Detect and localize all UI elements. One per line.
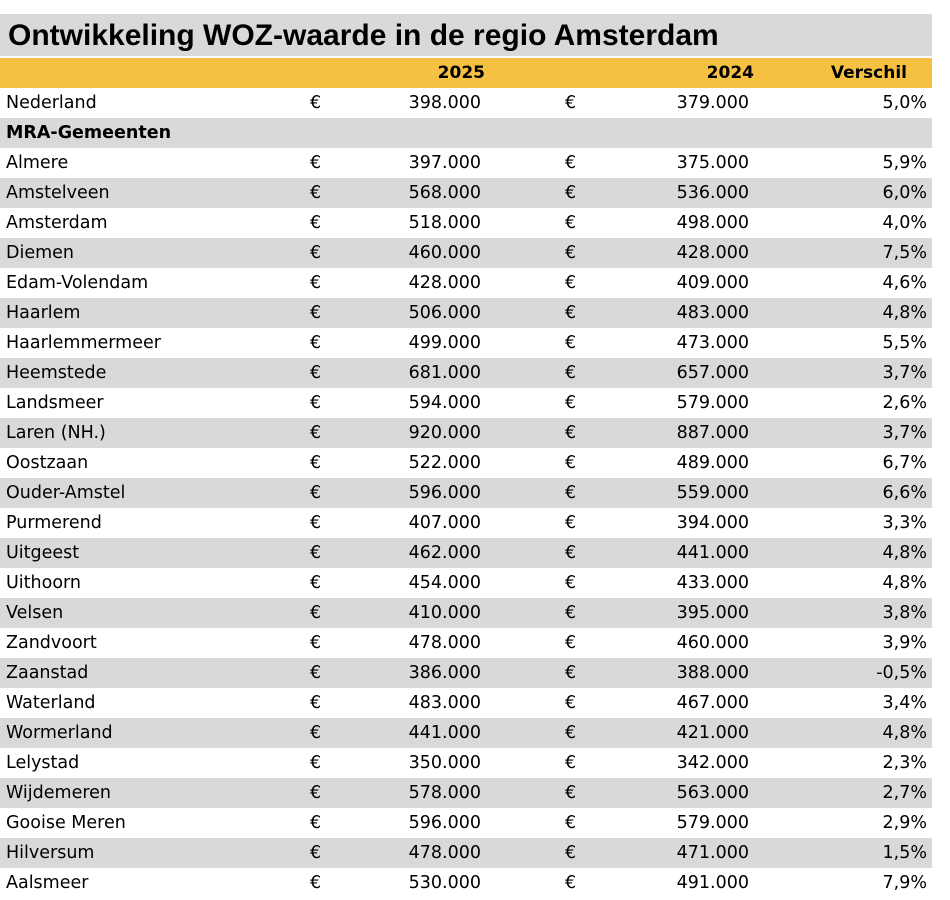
row-name: Diemen [6,243,75,263]
currency-symbol-2024: € [565,453,577,473]
row-name: Zandvoort [6,633,97,653]
header-2024: 2024 [706,63,754,83]
table-row [0,508,932,538]
row-name: Heemstede [6,363,107,383]
value-2025: 506.000 [408,303,481,323]
value-2024: 342.000 [676,753,749,773]
table-row [0,358,932,388]
currency-symbol-2024: € [565,603,577,623]
currency-symbol-2025: € [310,333,322,353]
currency-symbol-2025: € [310,363,322,383]
currency-symbol-2025: € [310,813,322,833]
value-2024: 409.000 [676,273,749,293]
currency-symbol-2025: € [310,663,322,683]
value-2025: 596.000 [408,813,481,833]
currency-symbol-2025: € [310,93,322,113]
row-name: Haarlem [6,303,81,323]
value-verschil: 5,5% [882,333,927,353]
value-verschil: 2,6% [882,393,927,413]
value-2025: 578.000 [408,783,481,803]
value-2025: 530.000 [408,873,481,893]
currency-symbol-2025: € [310,273,322,293]
currency-symbol-2024: € [565,873,577,893]
value-2024: 536.000 [676,183,749,203]
value-2024: 467.000 [676,693,749,713]
table-row [0,88,932,118]
value-2025: 522.000 [408,453,481,473]
row-name: Waterland [6,693,96,713]
value-verschil: 2,7% [882,783,927,803]
currency-symbol-2024: € [565,393,577,413]
table-row [0,628,932,658]
table-row [0,718,932,748]
title-bar [0,14,932,56]
currency-symbol-2024: € [565,303,577,323]
currency-symbol-2024: € [565,783,577,803]
value-verschil: 4,0% [882,213,927,233]
value-verschil: 6,6% [882,483,927,503]
value-2024: 498.000 [676,213,749,233]
row-name: Edam-Volendam [6,273,149,293]
table-row [0,598,932,628]
value-verschil: -0,5% [876,663,927,683]
value-2025: 478.000 [408,843,481,863]
value-2024: 563.000 [676,783,749,803]
row-name: Gooise Meren [6,813,126,833]
row-name: Wormerland [6,723,113,743]
row-name: MRA-Gemeenten [6,123,172,143]
row-name: Nederland [6,93,97,113]
value-2025: 410.000 [408,603,481,623]
currency-symbol-2024: € [565,663,577,683]
value-2024: 483.000 [676,303,749,323]
value-verschil: 5,0% [882,93,927,113]
value-2024: 395.000 [676,603,749,623]
row-name: Uithoorn [6,573,82,593]
value-2024: 421.000 [676,723,749,743]
value-2025: 398.000 [408,93,481,113]
table-row [0,298,932,328]
currency-symbol-2025: € [310,633,322,653]
page-title: Ontwikkeling WOZ-waarde in de regio Amsterdam [8,19,719,52]
value-2024: 394.000 [676,513,749,533]
currency-symbol-2024: € [565,423,577,443]
currency-symbol-2025: € [310,423,322,443]
table-row [0,208,932,238]
currency-symbol-2024: € [565,573,577,593]
value-2024: 657.000 [676,363,749,383]
value-2025: 397.000 [408,153,481,173]
currency-symbol-2025: € [310,843,322,863]
currency-symbol-2025: € [310,573,322,593]
value-2025: 441.000 [408,723,481,743]
value-2024: 887.000 [676,423,749,443]
section-header-row [0,118,932,148]
currency-symbol-2025: € [310,753,322,773]
currency-symbol-2024: € [565,693,577,713]
value-verschil: 1,5% [882,843,927,863]
header-verschil: Verschil [830,63,907,83]
table-row [0,418,932,448]
value-verschil: 4,6% [882,273,927,293]
value-2025: 483.000 [408,693,481,713]
currency-symbol-2024: € [565,333,577,353]
value-2024: 379.000 [676,93,749,113]
table-row [0,178,932,208]
value-verschil: 3,7% [882,363,927,383]
currency-symbol-2024: € [565,243,577,263]
currency-symbol-2024: € [565,723,577,743]
value-2025: 596.000 [408,483,481,503]
currency-symbol-2024: € [565,273,577,293]
row-name: Almere [6,153,69,173]
value-2025: 499.000 [408,333,481,353]
value-verschil: 2,9% [882,813,927,833]
currency-symbol-2025: € [310,873,322,893]
table-row [0,328,932,358]
value-verschil: 4,8% [882,543,927,563]
value-2024: 559.000 [676,483,749,503]
row-name: Hilversum [6,843,95,863]
currency-symbol-2025: € [310,783,322,803]
currency-symbol-2025: € [310,393,322,413]
value-verschil: 6,7% [882,453,927,473]
value-verschil: 4,8% [882,573,927,593]
value-2024: 375.000 [676,153,749,173]
currency-symbol-2025: € [310,483,322,503]
value-2024: 471.000 [676,843,749,863]
value-verschil: 2,3% [882,753,927,773]
row-name: Lelystad [6,753,80,773]
table-row [0,238,932,268]
value-2025: 428.000 [408,273,481,293]
table-row [0,778,932,808]
currency-symbol-2025: € [310,183,322,203]
currency-symbol-2025: € [310,723,322,743]
table-row [0,538,932,568]
currency-symbol-2024: € [565,483,577,503]
value-verschil: 4,8% [882,303,927,323]
table-row [0,748,932,778]
value-verschil: 6,0% [882,183,927,203]
table-row [0,148,932,178]
value-2025: 594.000 [408,393,481,413]
row-name: Laren (NH.) [6,423,106,443]
table-row [0,688,932,718]
value-2024: 460.000 [676,633,749,653]
row-name: Aalsmeer [6,873,89,893]
currency-symbol-2024: € [565,153,577,173]
currency-symbol-2025: € [310,453,322,473]
value-verschil: 4,8% [882,723,927,743]
value-2025: 568.000 [408,183,481,203]
currency-symbol-2025: € [310,543,322,563]
row-name: Haarlemmermeer [6,333,161,353]
row-name: Amsterdam [6,213,108,233]
currency-symbol-2024: € [565,633,577,653]
currency-symbol-2025: € [310,603,322,623]
value-2025: 350.000 [408,753,481,773]
row-name: Landsmeer [6,393,104,413]
row-name: Amstelveen [6,183,110,203]
value-2025: 462.000 [408,543,481,563]
row-name: Wijdemeren [6,783,111,803]
currency-symbol-2024: € [565,753,577,773]
value-2025: 518.000 [408,213,481,233]
table-body [0,88,932,898]
value-verschil: 7,9% [882,873,927,893]
value-2024: 441.000 [676,543,749,563]
currency-symbol-2025: € [310,693,322,713]
value-2025: 407.000 [408,513,481,533]
table-row [0,808,932,838]
value-verschil: 3,3% [882,513,927,533]
table-row [0,388,932,418]
value-2024: 491.000 [676,873,749,893]
row-name: Velsen [6,603,64,623]
value-verschil: 7,5% [882,243,927,263]
value-2024: 433.000 [676,573,749,593]
value-2024: 473.000 [676,333,749,353]
value-verschil: 3,4% [882,693,927,713]
currency-symbol-2024: € [565,363,577,383]
header-2025: 2025 [437,63,485,83]
currency-symbol-2025: € [310,303,322,323]
currency-symbol-2024: € [565,843,577,863]
value-2024: 579.000 [676,393,749,413]
row-name: Uitgeest [6,543,80,563]
value-2025: 454.000 [408,573,481,593]
value-2025: 681.000 [408,363,481,383]
value-2025: 920.000 [408,423,481,443]
value-verschil: 3,7% [882,423,927,443]
value-2024: 428.000 [676,243,749,263]
value-2025: 386.000 [408,663,481,683]
value-verschil: 3,8% [882,603,927,623]
value-verschil: 5,9% [882,153,927,173]
value-2025: 478.000 [408,633,481,653]
table-row [0,448,932,478]
currency-symbol-2025: € [310,213,322,233]
value-2024: 388.000 [676,663,749,683]
table-row [0,478,932,508]
currency-symbol-2024: € [565,183,577,203]
row-name: Ouder-Amstel [6,483,126,503]
table-row [0,658,932,688]
currency-symbol-2024: € [565,513,577,533]
table-header [0,58,932,88]
table-row [0,568,932,598]
value-2024: 489.000 [676,453,749,473]
table-row [0,868,932,898]
row-name: Zaanstad [6,663,89,683]
table-row [0,838,932,868]
currency-symbol-2025: € [310,513,322,533]
currency-symbol-2024: € [565,93,577,113]
row-name: Purmerend [6,513,102,533]
value-verschil: 3,9% [882,633,927,653]
currency-symbol-2025: € [310,243,322,263]
currency-symbol-2024: € [565,213,577,233]
value-2024: 579.000 [676,813,749,833]
value-2025: 460.000 [408,243,481,263]
currency-symbol-2024: € [565,543,577,563]
currency-symbol-2025: € [310,153,322,173]
row-name: Oostzaan [6,453,89,473]
currency-symbol-2024: € [565,813,577,833]
table-row [0,268,932,298]
